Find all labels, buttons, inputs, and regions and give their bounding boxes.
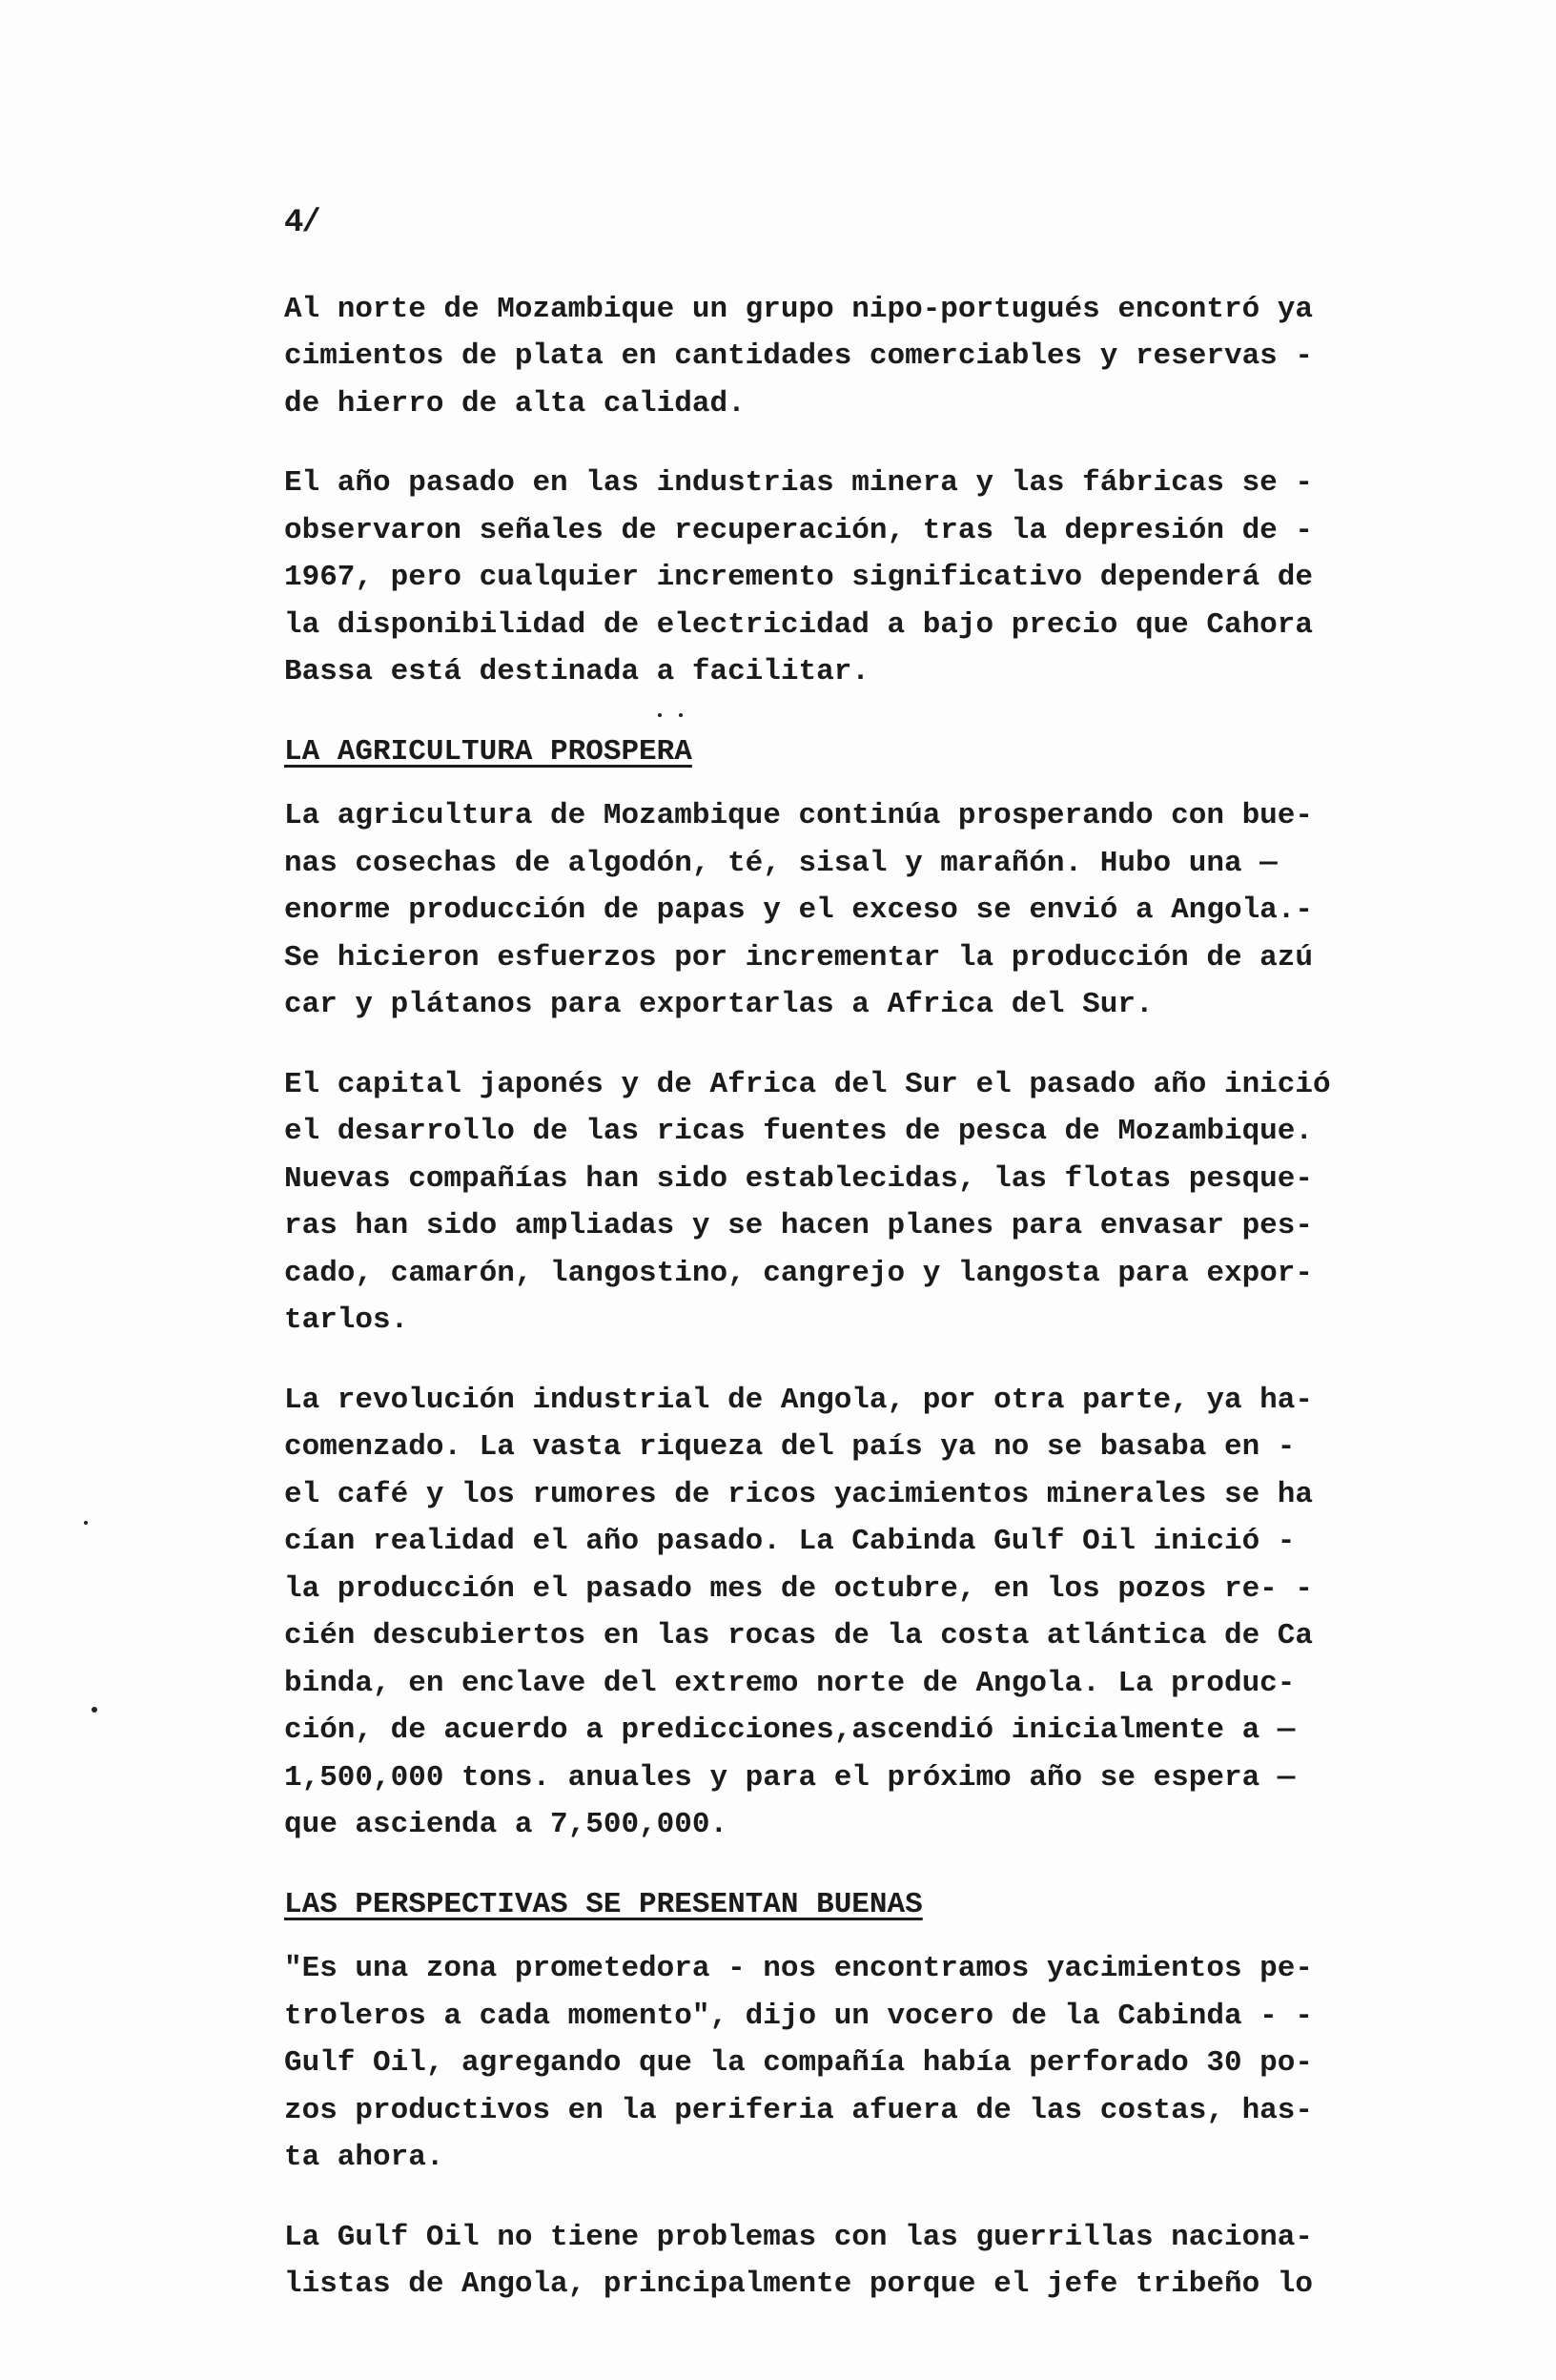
paragraph: "Es una zona prometedora - nos encontramos yacimientos pe- troleros a cada momento", dijo un vocero de la Cabinda - - Gulf Oil, agregando que la compañía había perforado 30 po- zos productivos en la periferia afuera de las costas, has- ta ahora.: [284, 1952, 1313, 2174]
paragraph: La Gulf Oil no tiene problemas con las guerrillas naciona- listas de Angola, principalmente porque el jefe tribeño lo: [284, 2220, 1313, 2301]
margin-speck: [92, 1707, 97, 1713]
paragraph: Al norte de Mozambique un grupo nipo-portugués encontró ya cimientos de plata en cantidades comerciables y reservas - de hierro de alta calidad.: [284, 292, 1313, 421]
paragraph: La agricultura de Mozambique continúa prosperando con bue- nas cosechas de algodón, té, sisal y marañón. Hubo una — enorme producción de papas y el exceso se envió a Angola.- Se hicieron esfuerzos por incrementar la producción de azú car y plátanos para exportarlas a Africa del Sur.: [284, 799, 1313, 1021]
page-number: 4/: [284, 205, 319, 241]
document-body: [284, 200, 1419, 2341]
paragraph: El año pasado en las industrias minera y las fábricas se - observaron señales de recuperación, tras la depresión de - 1967, pero cualquier incremento significativo dependerá de la disponibilidad de electricidad a bajo precio que Cahora Bassa está destinada a facilitar.: [284, 466, 1313, 688]
section-heading: LAS PERSPECTIVAS SE PRESENTAN BUENAS: [284, 1887, 923, 1921]
paragraph: La revolución industrial de Angola, por otra parte, ya ha- comenzado. La vasta riqueza del país ya no se basaba en - el café y los rumores de ricos yacimientos minerales se ha cían realidad el año pasado. La Cabinda Gulf Oil inició - la producción el pasado mes de octubre, en los pozos re- - cién descubiertos en las rocas de la costa atlántica de Ca binda, en enclave del extremo norte de Angola. La produc- ción, de acuerdo a predicciones,ascendió inicialmente a — 1,500,000 tons. anuales y para el próximo año se espera — que ascienda a 7,500,000.: [284, 1383, 1313, 1841]
section-heading: LA AGRICULTURA PROSPERA: [284, 734, 692, 769]
paragraph: El capital japonés y de Africa del Sur el pasado año inició el desarrollo de las ricas fuentes de pesca de Mozambique. Nuevas compañías han sido establecidas, las flotas pesque- ras han sido ampliadas y se hacen planes para envasar pes- cado, camarón, langostino, cangrejo y langosta para expor- tarlos.: [284, 1067, 1331, 1337]
margin-speck: [84, 1521, 88, 1525]
